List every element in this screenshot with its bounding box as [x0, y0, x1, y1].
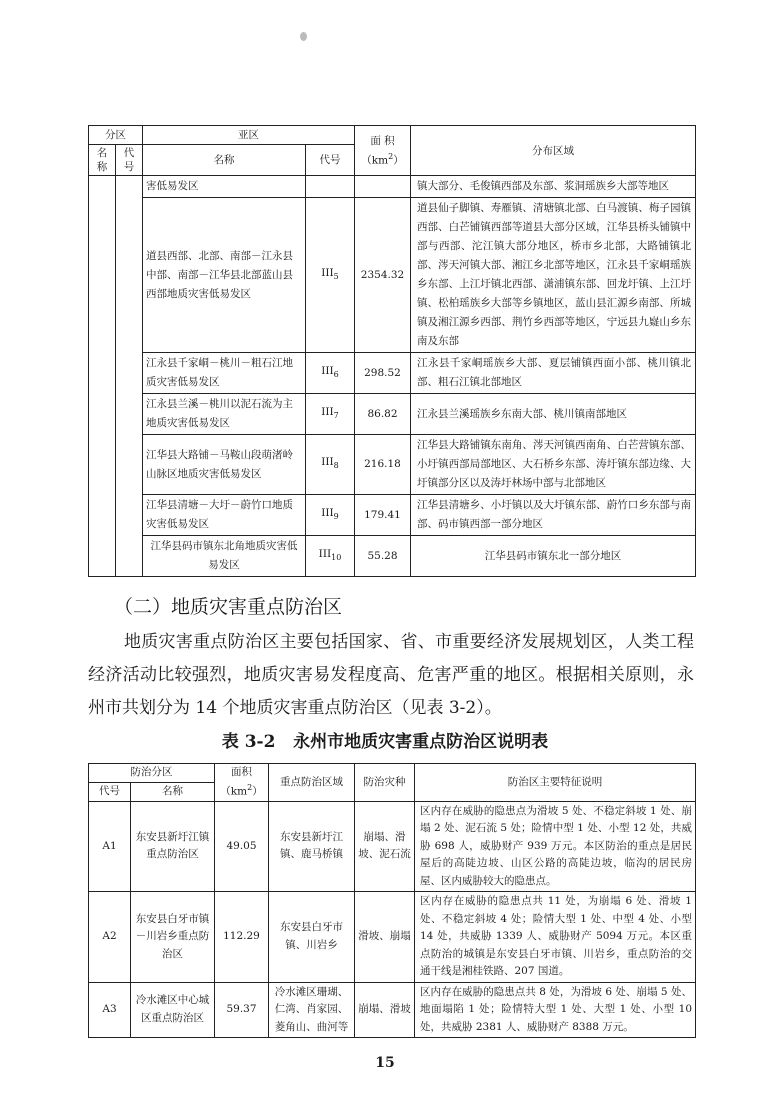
subzone-name: 害低易发区 [143, 176, 306, 198]
subzone-name: 江永县兰溪－桃川以泥石流为主地质灾害低易发区 [143, 394, 306, 435]
zone-features: 区内存在威胁的隐患点为滑坡 5 处、不稳定斜坡 1 处、崩塌 2 处、泥石流 5 处；险情中型 1 处、小型 12 处，共威胁 698 人，威胁财产 939 万元。本区防治的重点是居民屋后的高陡边坡、山区公路的高陡边坡，临沟的居民房屋、区内威胁较大的隐患点。 [415, 801, 696, 892]
scan-speck [300, 32, 307, 41]
table-row [89, 801, 696, 892]
table-row [89, 198, 696, 353]
subzone-code: $III_6$ [306, 353, 355, 394]
header-hazard: 防治灾种 [355, 764, 415, 802]
zone-hazard: 滑坡、崩塌 [355, 892, 415, 983]
zone-key-area: 冷水滩区珊瑚、仁湾、肖家园、菱角山、曲河等 [269, 982, 355, 1038]
header-zone: 分区 [89, 126, 143, 145]
zone-area: 49.05 [215, 801, 269, 892]
subzone-area: 86.82 [355, 394, 411, 435]
zone-key-area: 东安县白牙市镇、川岩乡 [269, 892, 355, 983]
page-number: 15 [375, 1055, 395, 1071]
subzone-area: 55.28 [355, 536, 411, 577]
zone-area: 59.37 [215, 982, 269, 1038]
header-area: 面积 $(km^2)$ [215, 764, 269, 802]
header-sub-code: 代号 [306, 145, 355, 176]
subzone-distribution: 江华县大路铺镇东南角、涔天河镇西南角、白芒营镇东部、小圩镇西部局部地区、大石桥乡东部、涛圩镇东部边缘、大圩镇部分区以及涛圩林场中部与北部地区 [411, 435, 696, 495]
zone-code: A2 [89, 892, 131, 983]
key-prevention-table [88, 763, 696, 1038]
zone-name: 东安县新圩江镇重点防治区 [131, 801, 215, 892]
table-row [89, 982, 696, 1038]
subzone-name: 江华县大路铺－马鞍山段萌渚岭山脉区地质灾害低易发区 [143, 435, 306, 495]
subzone-distribution: 江永县千家峒瑶族乡大部、夏层铺镇西面小部、桃川镇北部、粗石江镇北部地区 [411, 353, 696, 394]
subzone-area: 179.41 [355, 495, 411, 536]
zone-features: 区内存在威胁的隐患点共 11 处，为崩塌 6 处、滑坡 1 处、不稳定斜坡 4 处；险情大型 1 处、中型 4 处、小型 14 处，共威胁 1339 人、威胁财产 5094 万元。本区重点防治的城镇是东安县白牙市镇、川岩乡，重点防治的交通干线是湘桂铁路、207 国道。 [415, 892, 696, 983]
zone-key-area: 东安县新圩江镇、鹿马桥镇 [269, 801, 355, 892]
subzone-code: $III_7$ [306, 394, 355, 435]
section-heading: （二）地质灾害重点防治区 [114, 596, 343, 618]
table-row [89, 394, 696, 435]
subzone-name: 道县西部、北部、南部－江永县中部、南部－江华县北部蓝山县西部地质灾害低易发区 [143, 198, 306, 353]
subzone-code: $III_5$ [306, 198, 355, 353]
header-code: 代号 [89, 782, 131, 801]
subzone-area: 2354.32 [355, 198, 411, 353]
table-row [89, 892, 696, 983]
header-area: 面 积 $(km^2)$ [355, 126, 411, 176]
zone-features: 区内存在威胁的隐患点共 8 处，为滑坡 6 处、崩塌 5 处、地面塌陷 1 处；险情特大型 1 处、大型 1 处、小型 10 处，共威胁 2381 人、威胁财产 8388 万元。 [415, 982, 696, 1038]
zone-name: 东安县白牙市镇－川岩乡重点防治区 [131, 892, 215, 983]
zone-area: 112.29 [215, 892, 269, 983]
table-row [89, 176, 696, 198]
zone-code: A1 [89, 801, 131, 892]
subzone-name: 江华县码市镇东北角地质灾害低易发区 [143, 536, 306, 577]
header-zone: 防治分区 [89, 764, 215, 783]
header-features: 防治区主要特征说明 [415, 764, 696, 802]
header-zone-code: 代号 [116, 145, 143, 176]
section-paragraph: 地质灾害重点防治区主要包括国家、省、市重要经济发展规划区，人类工程经济活动比较强烈，地质灾害易发程度高、危害严重的地区。根据相关原则，永州市共划分为 14 个地质灾害重点防治区（见表 3-2）。 [88, 632, 694, 718]
header-zone-name: 名称 [89, 145, 116, 176]
table-caption: 表 3-2 永州市地质灾害重点防治区说明表 [221, 732, 549, 752]
table-row [89, 353, 696, 394]
subzone-code: $III_{10}$ [306, 536, 355, 577]
table-row [89, 435, 696, 495]
subzone-name: 江华县清塘－大圩－蔚竹口地质灾害低易发区 [143, 495, 306, 536]
subzone-name: 江永县千家峒－桃川－粗石江地质灾害低易发区 [143, 353, 306, 394]
subzone-code [306, 176, 355, 198]
header-name: 名称 [131, 782, 215, 801]
subzone-distribution: 镇大部分、毛俊镇西部及东部、浆洞瑶族乡大部等地区 [411, 176, 696, 198]
subzone-distribution: 江永县兰溪瑶族乡东南大部、桃川镇南部地区 [411, 394, 696, 435]
zone-hazard: 崩塌、滑坡、泥石流 [355, 801, 415, 892]
zone-name-cell [89, 176, 116, 577]
header-key-area: 重点防治区域 [269, 764, 355, 802]
table-row [89, 536, 696, 577]
subzone-area: 298.52 [355, 353, 411, 394]
subzone-code: $III_9$ [306, 495, 355, 536]
header-subzone: 亚区 [143, 126, 355, 145]
subzone-code: $III_8$ [306, 435, 355, 495]
subzone-table [88, 125, 696, 577]
header-distribution: 分布区域 [411, 126, 696, 176]
zone-code: A3 [89, 982, 131, 1038]
zone-name: 冷水滩区中心城区重点防治区 [131, 982, 215, 1038]
subzone-distribution: 江华县码市镇东北一部分地区 [411, 536, 696, 577]
subzone-distribution: 江华县清塘乡、小圩镇以及大圩镇东部、蔚竹口乡东部与南部、码市镇西部一部分地区 [411, 495, 696, 536]
zone-hazard: 崩塌、滑坡 [355, 982, 415, 1038]
header-sub-name: 名称 [143, 145, 306, 176]
subzone-distribution: 道县仙子脚镇、寿雁镇、清塘镇北部、白马渡镇、梅子园镇西部、白芒铺镇西部等道县大部分区域，江华县桥头铺镇中部与西部、沱江镇大部分地区，桥市乡北部，大路铺镇北部、涔天河镇大部、湘江乡北部等地区，江永县千家峒瑶族乡东部、上江圩镇北西部、潇浦镇东部、回龙圩镇、上江圩镇、松柏瑶族乡大部等乡镇地区，蓝山县汇源乡南部、所城镇及湘江源乡西部、荆竹乡西部等地区，宁远县九嶷山乡东南及东部 [411, 198, 696, 353]
subzone-area: 216.18 [355, 435, 411, 495]
zone-code-cell [116, 176, 143, 577]
subzone-area [355, 176, 411, 198]
table-row [89, 495, 696, 536]
